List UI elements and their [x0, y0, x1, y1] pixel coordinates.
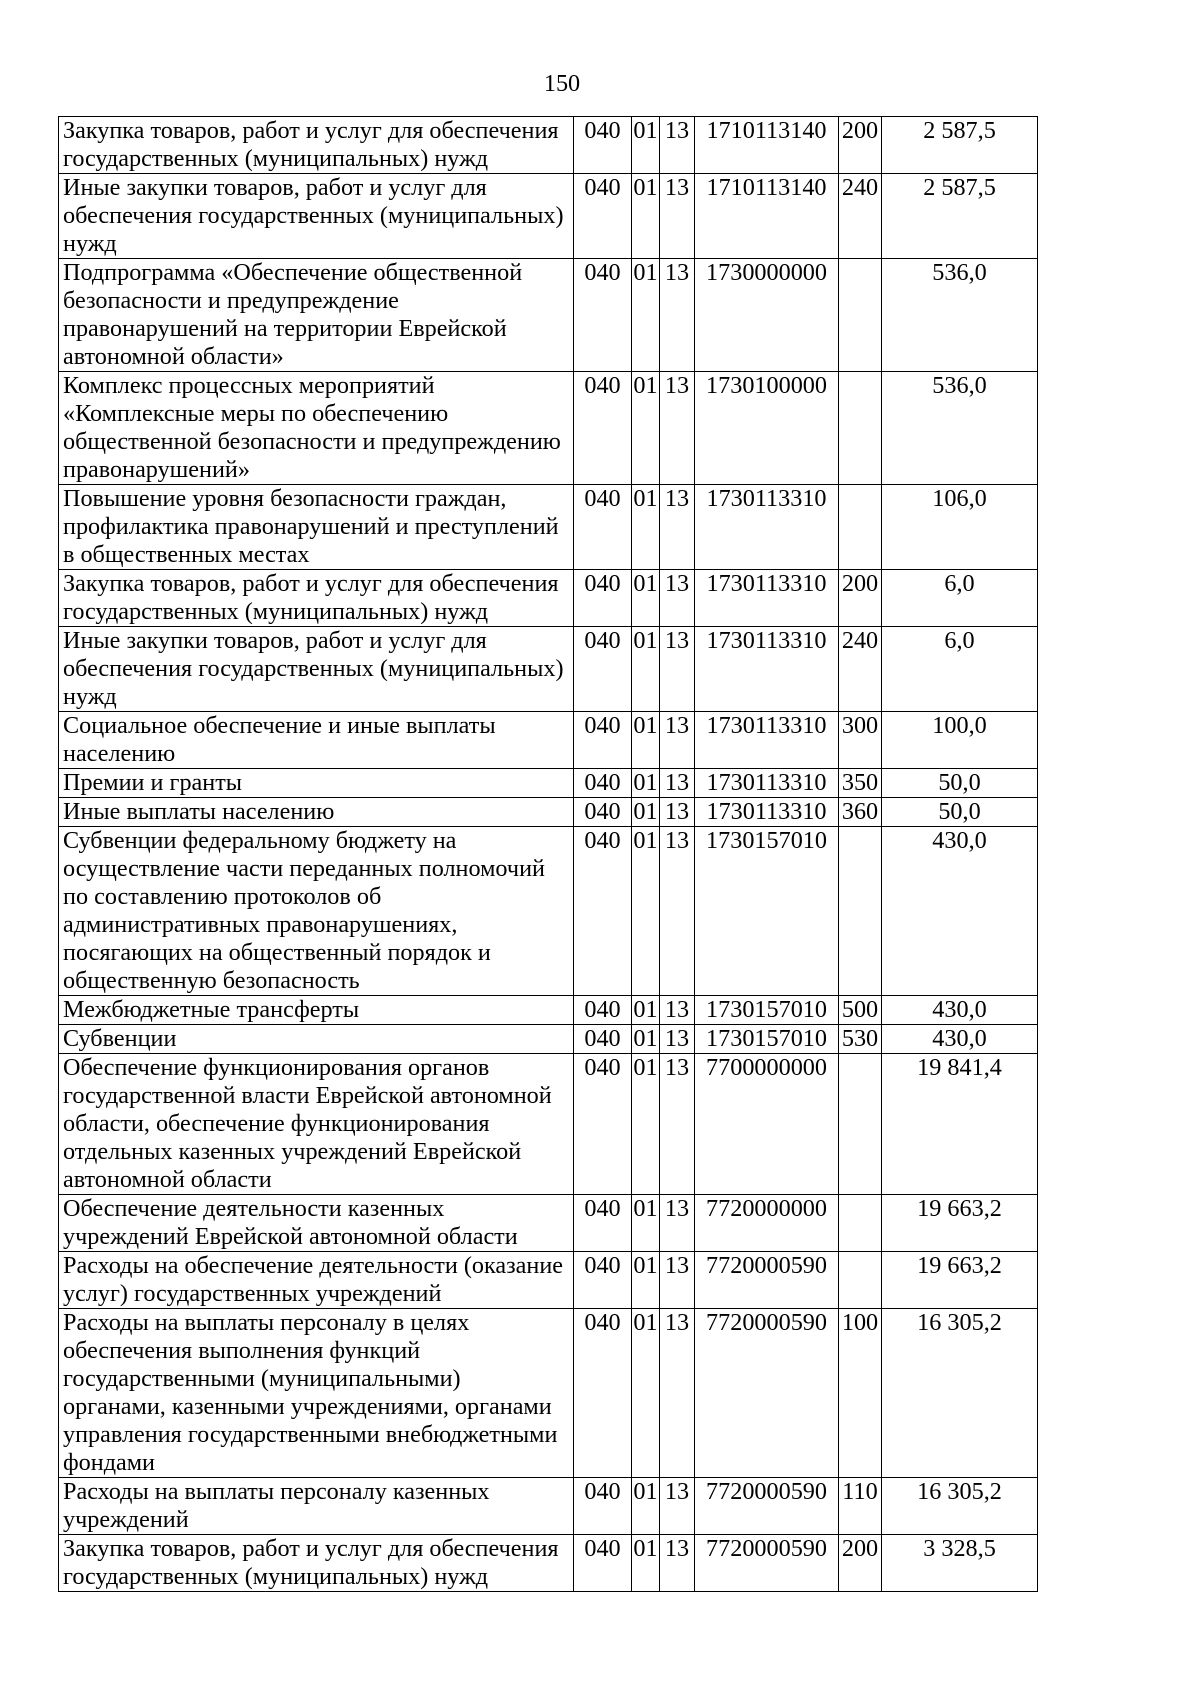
cell-amount: 50,0 [882, 769, 1038, 798]
cell-subsection-code: 13 [660, 769, 695, 798]
cell-name-line: области, обеспечение функционирования [63, 1110, 490, 1137]
cell-department-code: 040 [574, 372, 632, 485]
cell-name [59, 1309, 574, 1478]
cell-name [59, 627, 574, 712]
cell-expense-type: 500 [839, 996, 882, 1025]
cell-subsection-code: 13 [660, 827, 695, 996]
cell-section-code: 01 [632, 485, 660, 570]
cell-expense-type [839, 372, 882, 485]
cell-section-code: 01 [632, 1535, 660, 1592]
cell-name-line: Субвенции [63, 1025, 177, 1052]
cell-amount: 536,0 [882, 372, 1038, 485]
cell-name [59, 798, 574, 827]
cell-department-code: 040 [574, 1309, 632, 1478]
cell-subsection-code: 13 [660, 996, 695, 1025]
cell-name-line: нужд [63, 683, 117, 710]
cell-name-line: Социальное обеспечение и иные выплаты [63, 712, 496, 739]
cell-department-code: 040 [574, 769, 632, 798]
cell-expense-type [839, 259, 882, 372]
cell-name [59, 485, 574, 570]
cell-section-code: 01 [632, 1478, 660, 1535]
cell-expense-type: 200 [839, 570, 882, 627]
table-row [59, 1309, 1038, 1478]
cell-subsection-code: 13 [660, 1025, 695, 1054]
cell-name-line: Иные выплаты населению [63, 798, 335, 825]
cell-subsection-code: 13 [660, 1478, 695, 1535]
cell-name [59, 712, 574, 769]
cell-target-article: 1710113140 [695, 117, 839, 174]
cell-name-line: Расходы на обеспечение деятельности (оказание [63, 1252, 563, 1279]
cell-name-line: Расходы на выплаты персоналу казенных [63, 1478, 490, 1505]
cell-name [59, 996, 574, 1025]
cell-section-code: 01 [632, 259, 660, 372]
cell-department-code: 040 [574, 1195, 632, 1252]
table-row [59, 798, 1038, 827]
cell-section-code: 01 [632, 1054, 660, 1195]
cell-target-article: 1730157010 [695, 996, 839, 1025]
cell-subsection-code: 13 [660, 1195, 695, 1252]
cell-name-line: учреждений [63, 1506, 189, 1533]
cell-name [59, 769, 574, 798]
cell-name-line: нужд [63, 230, 117, 257]
cell-amount: 2 587,5 [882, 174, 1038, 259]
cell-expense-type: 240 [839, 174, 882, 259]
table-row [59, 769, 1038, 798]
cell-department-code: 040 [574, 1025, 632, 1054]
cell-expense-type [839, 1252, 882, 1309]
cell-name-line: Закупка товаров, работ и услуг для обеспечения [63, 570, 559, 597]
cell-target-article: 7720000590 [695, 1478, 839, 1535]
cell-expense-type [839, 827, 882, 996]
cell-department-code: 040 [574, 1535, 632, 1592]
table-row [59, 1478, 1038, 1535]
cell-subsection-code: 13 [660, 712, 695, 769]
cell-name-line: Премии и гранты [63, 769, 243, 796]
cell-name-line: отдельных казенных учреждений Еврейской [63, 1138, 522, 1165]
cell-amount: 2 587,5 [882, 117, 1038, 174]
cell-department-code: 040 [574, 174, 632, 259]
cell-target-article: 7720000000 [695, 1195, 839, 1252]
cell-amount: 106,0 [882, 485, 1038, 570]
cell-target-article: 1730113310 [695, 627, 839, 712]
cell-subsection-code: 13 [660, 1252, 695, 1309]
cell-amount: 16 305,2 [882, 1309, 1038, 1478]
cell-amount: 50,0 [882, 798, 1038, 827]
cell-amount: 100,0 [882, 712, 1038, 769]
cell-name-line: управления государственными внебюджетными [63, 1421, 558, 1448]
cell-expense-type: 240 [839, 627, 882, 712]
cell-subsection-code: 13 [660, 1309, 695, 1478]
cell-department-code: 040 [574, 1252, 632, 1309]
cell-expense-type: 200 [839, 117, 882, 174]
cell-section-code: 01 [633, 996, 658, 1023]
cell-department-code: 040 [574, 1478, 632, 1535]
cell-subsection-code: 13 [660, 117, 695, 174]
cell-name-line: услуг) государственных учреждений [63, 1280, 442, 1307]
cell-name [59, 117, 574, 174]
cell-amount: 6,0 [882, 570, 1038, 627]
cell-expense-type: 100 [839, 1309, 882, 1478]
cell-name-line: учреждений Еврейской автономной области [63, 1223, 518, 1250]
table-row [59, 712, 1038, 769]
cell-section-code: 01 [632, 1309, 660, 1478]
cell-name-line: Межбюджетные трансферты [63, 996, 360, 1023]
cell-name-line: Закупка товаров, работ и услуг для обеспечения [63, 1535, 559, 1562]
table-row [59, 1025, 1038, 1054]
cell-name [59, 372, 574, 485]
table-row [59, 1535, 1038, 1592]
cell-subsection-code: 13 [660, 570, 695, 627]
cell-amount: 430,0 [882, 996, 1038, 1025]
cell-name-line: общественную безопасность [63, 967, 360, 994]
cell-name-line: безопасности и предупреждение [63, 287, 399, 314]
cell-name-line: Подпрограмма «Обеспечение общественной [63, 259, 523, 286]
cell-expense-type [839, 1054, 882, 1195]
cell-target-article: 7720000590 [695, 1309, 839, 1478]
table-row [59, 174, 1038, 259]
cell-section-code: 01 [632, 174, 660, 259]
cell-department-code: 040 [574, 1054, 632, 1195]
cell-name-line: обеспечения выполнения функций [63, 1337, 421, 1364]
cell-name-line: государственной власти Еврейской автономной [63, 1082, 552, 1109]
cell-expense-type: 300 [839, 712, 882, 769]
cell-name-line: правонарушений» [63, 456, 250, 483]
cell-target-article: 7720000590 [695, 1535, 839, 1592]
cell-name-line: Комплекс процессных мероприятий [63, 372, 435, 399]
cell-amount: 6,0 [882, 627, 1038, 712]
cell-name [59, 259, 574, 372]
page-number: 150 [543, 70, 581, 97]
cell-department-code: 040 [574, 485, 632, 570]
cell-amount: 430,0 [882, 827, 1038, 996]
cell-subsection-code: 13 [660, 372, 695, 485]
cell-section-code: 01 [632, 570, 660, 627]
table-row [59, 117, 1038, 174]
cell-target-article: 1730113310 [695, 570, 839, 627]
cell-amount: 536,0 [882, 259, 1038, 372]
cell-target-article: 1730000000 [695, 259, 839, 372]
cell-name [59, 1478, 574, 1535]
cell-name-line: обеспечения государственных (муниципальных) [63, 202, 564, 229]
cell-name-line: фондами [63, 1449, 156, 1476]
cell-name-line: общественной безопасности и предупреждению [63, 428, 561, 455]
cell-name [59, 1025, 574, 1054]
cell-name [59, 827, 574, 996]
table-row [59, 372, 1038, 485]
cell-department-code: 040 [574, 627, 632, 712]
cell-department-code: 040 [574, 798, 632, 827]
cell-section-code: 01 [632, 1252, 660, 1309]
cell-expense-type: 530 [839, 1025, 882, 1054]
cell-target-article: 1730100000 [695, 372, 839, 485]
cell-expense-type [839, 485, 882, 570]
cell-section-code: 01 [632, 827, 660, 996]
cell-name-line: административных правонарушениях, [63, 911, 458, 938]
cell-name [59, 570, 574, 627]
cell-name-line: Повышение уровня безопасности граждан, [63, 485, 507, 512]
cell-name-line: профилактика правонарушений и преступлений [63, 513, 559, 540]
cell-name [59, 1195, 574, 1252]
cell-name-line: автономной области» [63, 343, 284, 370]
cell-section-code: 01 [633, 798, 658, 825]
cell-name-line: государственных (муниципальных) нужд [63, 145, 489, 172]
cell-name-line: государственных (муниципальных) нужд [63, 598, 489, 625]
cell-name-line: Иные закупки товаров, работ и услуг для [63, 174, 487, 201]
table-row [59, 485, 1038, 570]
cell-name-line: «Комплексные меры по обеспечению [63, 400, 449, 427]
cell-subsection-code: 13 [660, 1535, 695, 1592]
cell-name [59, 1054, 574, 1195]
table-row [59, 259, 1038, 372]
cell-name-line: автономной области [63, 1166, 272, 1193]
cell-name-line: Иные закупки товаров, работ и услуг для [63, 627, 487, 654]
table-row [59, 570, 1038, 627]
table-row [59, 1195, 1038, 1252]
cell-department-code: 040 [574, 117, 632, 174]
cell-target-article: 1710113140 [695, 174, 839, 259]
cell-name-line: государственных (муниципальных) нужд [63, 1563, 489, 1590]
cell-department-code: 040 [574, 570, 632, 627]
cell-department-code: 040 [574, 827, 632, 996]
cell-name-line: посягающих на общественный порядок и [63, 939, 491, 966]
cell-subsection-code: 13 [660, 259, 695, 372]
table-row [59, 1252, 1038, 1309]
cell-expense-type: 360 [839, 798, 882, 827]
cell-name-line: Расходы на выплаты персоналу в целях [63, 1309, 470, 1336]
cell-target-article: 7720000590 [695, 1252, 839, 1309]
cell-amount: 3 328,5 [882, 1535, 1038, 1592]
budget-table [58, 116, 1038, 1592]
cell-name-line: Обеспечение деятельности казенных [63, 1195, 445, 1222]
cell-amount: 19 841,4 [882, 1054, 1038, 1195]
cell-department-code: 040 [574, 259, 632, 372]
table-row [59, 827, 1038, 996]
cell-name-line: населению [63, 740, 176, 767]
cell-section-code: 01 [632, 712, 660, 769]
cell-section-code: 01 [633, 1025, 658, 1052]
cell-section-code: 01 [632, 372, 660, 485]
cell-name-line: органами, казенными учреждениями, органами [63, 1393, 552, 1420]
cell-target-article: 1730113310 [695, 712, 839, 769]
cell-name [59, 1252, 574, 1309]
cell-name-line: в общественных местах [63, 541, 310, 568]
cell-name-line: обеспечения государственных (муниципальных) [63, 655, 564, 682]
budget-table-body [59, 117, 1038, 1592]
cell-target-article: 1730113310 [695, 798, 839, 827]
cell-amount: 430,0 [882, 1025, 1038, 1054]
cell-target-article: 1730113310 [695, 769, 839, 798]
cell-name-line: правонарушений на территории Еврейской [63, 315, 507, 342]
cell-department-code: 040 [574, 996, 632, 1025]
cell-section-code: 01 [632, 1195, 660, 1252]
table-row [59, 996, 1038, 1025]
cell-expense-type [839, 1195, 882, 1252]
cell-department-code: 040 [574, 712, 632, 769]
cell-amount: 19 663,2 [882, 1252, 1038, 1309]
cell-section-code: 01 [633, 769, 658, 796]
cell-subsection-code: 13 [660, 1054, 695, 1195]
cell-amount: 19 663,2 [882, 1195, 1038, 1252]
cell-subsection-code: 13 [660, 174, 695, 259]
table-row [59, 1054, 1038, 1195]
cell-amount: 16 305,2 [882, 1478, 1038, 1535]
cell-subsection-code: 13 [660, 485, 695, 570]
cell-name [59, 1535, 574, 1592]
cell-subsection-code: 13 [660, 627, 695, 712]
cell-name-line: государственными (муниципальными) [63, 1365, 461, 1392]
cell-target-article: 1730157010 [695, 1025, 839, 1054]
cell-subsection-code: 13 [660, 798, 695, 827]
cell-section-code: 01 [632, 627, 660, 712]
cell-target-article: 1730157010 [695, 827, 839, 996]
cell-name-line: Субвенции федеральному бюджету на [63, 827, 457, 854]
table-row [59, 627, 1038, 712]
cell-expense-type: 200 [839, 1535, 882, 1592]
cell-target-article: 1730113310 [695, 485, 839, 570]
cell-target-article: 7700000000 [695, 1054, 839, 1195]
cell-name-line: Закупка товаров, работ и услуг для обеспечения [63, 117, 559, 144]
cell-name [59, 174, 574, 259]
cell-name-line: Обеспечение функционирования органов [63, 1054, 490, 1081]
cell-section-code: 01 [632, 117, 660, 174]
cell-name-line: по составлению протоколов об [63, 883, 382, 910]
cell-name-line: осуществление части переданных полномочий [63, 855, 545, 882]
cell-expense-type: 110 [839, 1478, 882, 1535]
cell-expense-type: 350 [839, 769, 882, 798]
